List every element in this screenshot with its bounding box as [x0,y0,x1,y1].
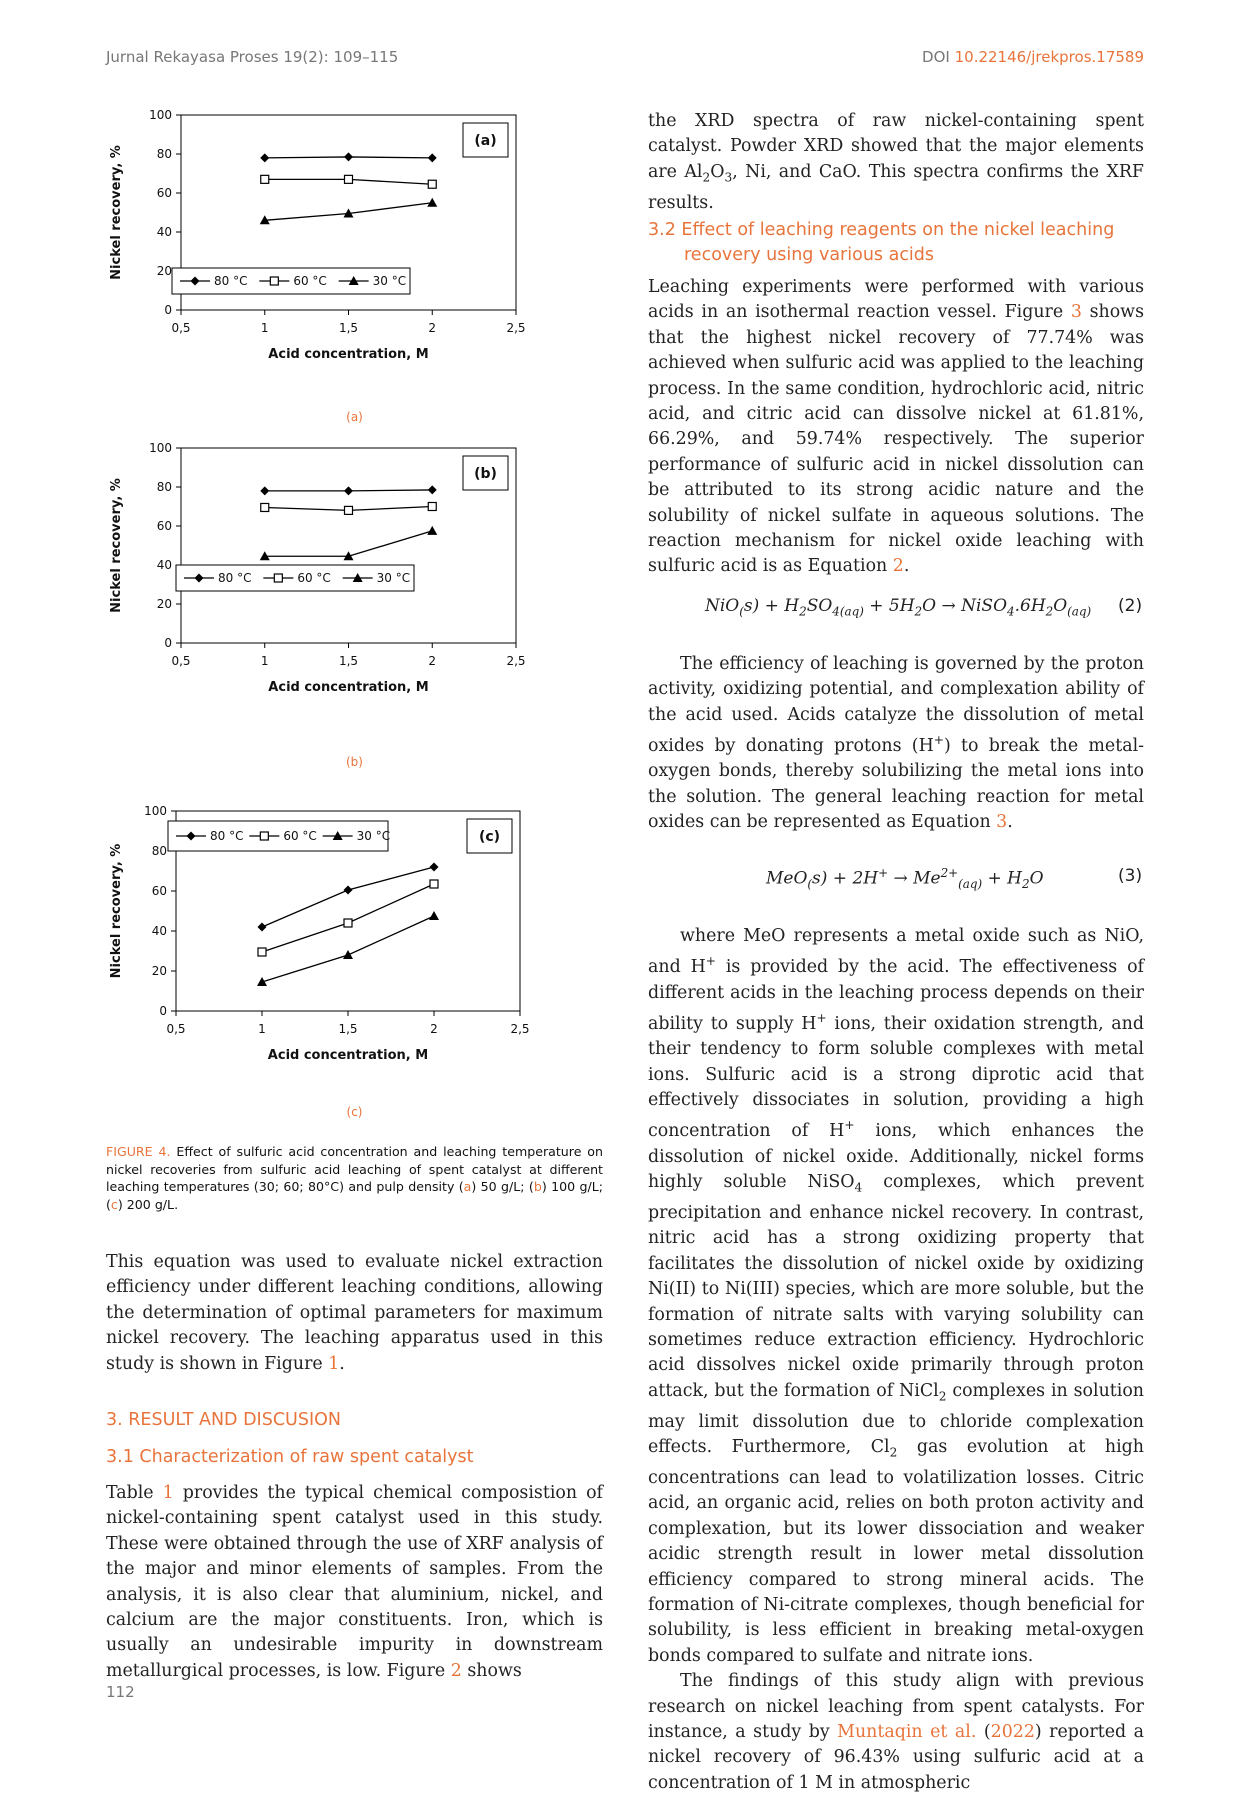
y-tick-label: 80 [156,480,172,494]
text: . [903,556,910,577]
y-tick-label: 20 [151,964,167,978]
y-tick-label: 100 [144,804,167,818]
legend-label: 60 °C [283,829,317,843]
superscript: + [844,1118,855,1133]
text: Leaching experiments were performed with various acids in an isothermal reaction vessel. Figure [648,277,1144,323]
text: complexes, which prevent precipitation and enhance nickel recovery. In contrast, nitric acid has a strong oxidizing property that facilitates the dissolution of nickel oxide by oxidizing Ni(II) to Ni(III) species, which are more soluble, but the formation of nitrate salts with varying solubility can sometimes reduce extraction efficiency. Hydrochloric acid dissolves nickel oxide primarily through proton attack, but the formation of NiCl [648,1172,1144,1401]
subscript: 2 [702,170,711,185]
subscript: 4 [854,1180,863,1195]
legend-label: 60 °C [293,274,327,288]
data-point [258,923,267,932]
x-tick-label: 1 [260,321,269,335]
journal-header: Jurnal Rekayasa Proses 19(2): 109–115 [106,48,399,66]
equation-ref-link[interactable]: 2 [892,556,904,577]
x-tick-label: 1,5 [338,321,359,335]
y-tick-label: 60 [156,519,172,533]
heading-line: 3.2 Effect of leaching reagents on the nickel leaching [648,220,1115,240]
text: ions, their oxidation strength, and their tendency to form soluble complexes with metal ions. Sulfuric acid is a strong diprotic acid that effectively dissociates in solution, providing a high concentration of H [648,1013,1145,1142]
data-point [344,486,353,495]
superscript: + [705,954,716,969]
equation-ref-link[interactable]: 3 [996,812,1008,833]
data-point [427,198,437,207]
section-heading-3: 3. RESULT AND DISCUSION [106,1410,341,1430]
text: , Ni, and CaO. This spectra confirms the XRF results. [648,161,1145,213]
page-number: 112 [106,1683,135,1701]
chart-b [106,443,603,743]
y-tick-label: 80 [156,147,172,161]
legend-label: 30 °C [372,274,407,288]
data-point [343,950,353,959]
figure-ref-link[interactable]: 3 [1070,302,1082,323]
text: . [339,1353,345,1374]
data-point [345,175,353,183]
figure-caption [106,1143,603,1213]
legend-marker [260,832,268,840]
panel-label: (a) [474,133,497,149]
text: Table [106,1483,163,1503]
equation-3: $MeO_(s) + 2H^+ \to Me^{2+}_{(aq)} + H_2O$ [766,866,1044,892]
doi-link[interactable]: 10.22146/jrekpros.17589 [954,48,1144,66]
data-point [428,180,436,188]
data-point [428,153,437,162]
y-tick-label: 0 [164,303,172,317]
chart-c [106,791,603,1091]
legend-label: 80 °C [218,571,252,585]
table-ref-link[interactable]: 1 [162,1483,174,1503]
equation-3-number: (3) [1118,866,1143,886]
y-tick-label: 100 [149,443,172,455]
figure-ref-link[interactable]: 1 [328,1353,340,1374]
chart-b-sublabel: (b) [346,755,363,769]
caption-text: ) 200 g/L. [117,1196,179,1212]
subscript: 3 [724,170,733,185]
panel-label: (b) [474,466,497,482]
left-paragraph-2 [106,1481,603,1684]
superscript: + [933,733,944,748]
x-tick-label: 0,5 [171,321,191,335]
doi-header [922,48,1144,66]
data-point [260,486,269,495]
data-point [428,503,436,511]
text: gas evolution at high concentrations can lead to volatilization losses. Citric acid, an organic acid, relies on both proton activity and complexation, but its lower dissociation and weaker acidic strength result in lower metal dissolution efficiency compared to strong mineral acids. The formation of Ni-citrate complexes, though beneficial for solubility, is less efficient in breaking metal-oxygen bonds compared to sulfate and nitrate ions. [648,1437,1144,1666]
figure-ref-link[interactable]: 2 [450,1660,462,1681]
x-axis-title: Acid concentration, M [267,1048,429,1063]
x-tick-label: 1 [258,1022,266,1036]
x-tick-label: 0,5 [166,1022,186,1036]
x-tick-label: 2,5 [510,1022,530,1036]
chart-a-sublabel: (a) [346,410,363,424]
data-point [429,911,439,920]
text: ions, which enhances the dissolution of nickel oxide. Additionally, nickel forms highly soluble NiSO [648,1121,1144,1193]
x-tick-label: 2 [428,321,437,335]
citation-year-link[interactable]: 2022 [990,1721,1035,1742]
y-tick-label: 40 [156,225,172,239]
text: The efficiency of leaching is governed by the proton activity, oxidizing potential, and complexation ability of the acid used. Acids catalyze the dissolution of metal oxides by donating protons (H [648,654,1144,757]
text: ) to break the metal-oxygen bonds, thereby solubilizing the metal ions into the solution. The general leaching reaction for metal oxides can be represented as Equation [648,736,1145,833]
right-paragraph-1 [648,275,1144,580]
legend-label: 80 °C [210,829,244,843]
data-point [258,948,266,956]
legend-label: 60 °C [297,571,331,585]
data-point [428,485,437,494]
caption-ref-c[interactable]: c [110,1196,118,1212]
caption-text: ) 50 g/L; ( [471,1179,534,1195]
panel-label: (c) [478,829,501,845]
chart-b-svg [106,443,603,743]
x-axis-title: Acid concentration, M [268,347,429,362]
y-tick-label: 40 [151,924,167,938]
doi-prefix: DOI [922,48,955,66]
text: the XRD spectra of raw nickel-containing spent catalyst. Powder XRD showed that the major elements are Al [648,111,1144,182]
y-tick-label: 20 [156,597,172,611]
equation-2: $NiO_(s) + H_2SO_{4(aq)} + 5H_2O$ → $NiSO_4.6H_2O_{(aq)}$ [705,596,1092,619]
text: ) reported a nickel recovery of 96.43% using sulfuric acid at a concentration of 1 M in atmospheric [648,1721,1144,1793]
x-tick-label: 2 [428,654,437,668]
legend-label: 30 °C [356,829,391,843]
caption-text: Effect of sulfuric acid concentration and leaching temperature on nickel recoveries from sulfuric acid leaching of spent catalyst at different leaching temperatures (30; 60; 80°C) and pulp density ( [106,1144,603,1195]
text: shows [461,1660,522,1681]
text: provides the typical chemical composistion of nickel-containing spent catalyst used in this study. These were obtained through the use of XRF analysis of the major and minor elements of samples. From the analysis, it is also clear that aluminium, nickel, and calcium are the major constituents. Iron, which is usually an undesirable impurity in downstream metallurgical processes, is low. Figure [106,1483,603,1681]
text: The findings of this study align with previous research on nickel leaching from spent catalysts. For instance, a study by [648,1671,1144,1742]
superscript: + [816,1011,827,1026]
subscript: 2 [889,1445,898,1460]
caption-text: ) 100 g/L; ( [106,1179,603,1212]
data-point [344,886,353,895]
data-point [430,880,438,888]
data-point [427,526,437,535]
x-tick-label: 2,5 [506,321,526,335]
y-tick-label: 80 [151,844,167,858]
chart-a-svg [106,110,603,410]
x-tick-label: 1,5 [338,654,359,668]
x-tick-label: 1,5 [338,1022,358,1036]
legend-marker [270,277,278,285]
text: This equation was used to evaluate nickel extraction efficiency under different leaching conditions, allowing the determination of optimal parameters for maximum nickel recovery. The leaching apparatus used in this study is shown in Figure [106,1252,603,1374]
equation-2-number: (2) [1118,596,1143,616]
text: shows that the highest nickel recovery of 77.74% was achieved when sulfuric acid was applied to the leaching process. In the same condition, hydrochloric acid, nitric acid, and citric acid can dissolve nickel at 61.81%, 66.29%, and 59.74% respectively. The superior performance of sulfuric acid in nickel dissolution can be attributed to its strong acidic nature and the solubility of nickel sulfate in aqueous solutions. The reaction mechanism for nickel oxide leaching with sulfuric acid is as Equation [648,302,1144,577]
y-axis-title: Nickel recovery, % [109,843,124,979]
chart-c-svg [106,791,603,1091]
chart-a [106,110,603,410]
legend-marker [274,574,282,582]
right-paragraph-2 [648,652,1144,836]
figure-label: FIGURE 4. [106,1144,171,1159]
text: where MeO represents a metal oxide such as NiO, and H [648,926,1144,978]
data-point [261,175,269,183]
section-heading-3-1: 3.1 Characterization of raw spent catalyst [106,1447,474,1467]
text: O [710,161,725,182]
x-tick-label: 2 [430,1022,438,1036]
y-tick-label: 60 [156,186,172,200]
text: is provided by the acid. The effectiveness of different acids in the leaching process depends on their ability to supply H [648,957,1144,1034]
x-axis-title: Acid concentration, M [268,680,429,695]
series-line [262,867,434,927]
citation-author-link[interactable]: Muntaqin et al. [837,1721,977,1742]
left-paragraph-1 [106,1250,603,1377]
text: ( [976,1721,991,1742]
legend-label: 80 °C [214,274,248,288]
y-tick-label: 0 [164,636,172,650]
caption-ref-b[interactable]: b [533,1179,542,1195]
x-tick-label: 2,5 [506,654,526,668]
data-point [430,863,439,872]
x-tick-label: 1 [260,654,269,668]
right-paragraph-3 [648,924,1144,1796]
data-point [261,503,269,511]
y-tick-label: 40 [156,558,172,572]
subscript: 2 [938,1389,947,1404]
y-tick-label: 100 [149,110,172,122]
y-axis-title: Nickel recovery, % [109,478,124,613]
data-point [344,919,352,927]
heading-line: recovery using various acids [684,245,935,265]
data-point [345,506,353,514]
y-tick-label: 0 [159,1004,167,1018]
y-tick-label: 20 [156,264,172,278]
right-paragraph-0 [648,109,1144,216]
data-point [260,153,269,162]
text: . [1007,812,1013,833]
caption-ref-a[interactable]: a [463,1179,472,1195]
legend-label: 30 °C [376,571,411,585]
y-tick-label: 60 [151,884,167,898]
section-heading-3-2 [648,218,1144,268]
y-axis-title: Nickel recovery, % [109,145,124,280]
text: complexes in solution may limit dissolution due to chloride complexation effects. Furthermore, Cl [648,1380,1144,1458]
x-tick-label: 0,5 [171,654,191,668]
data-point [344,152,353,161]
chart-c-sublabel: (c) [346,1105,363,1119]
